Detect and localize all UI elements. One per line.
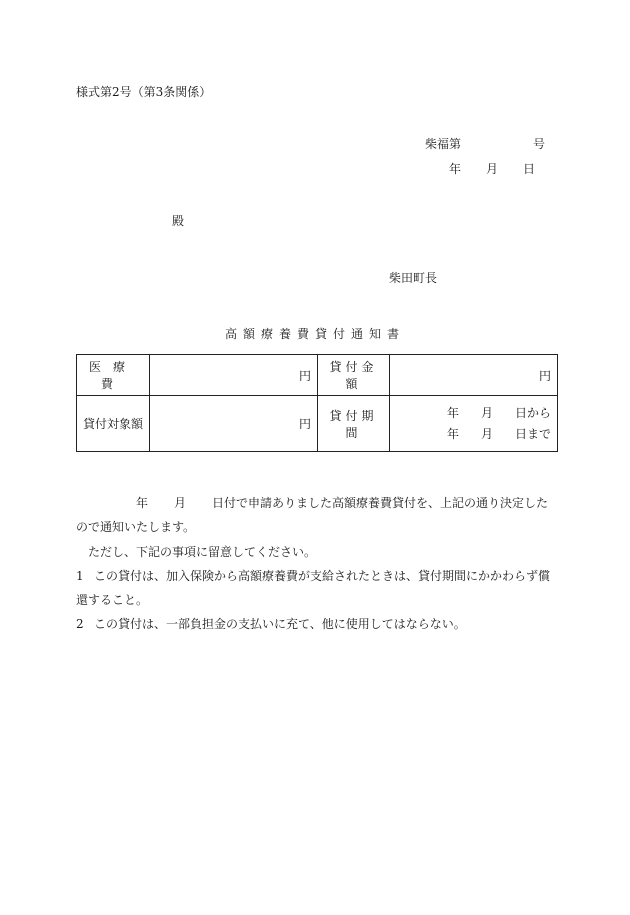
medical-cost-unit: 円 [298, 368, 311, 383]
period-from-year: 年 [446, 405, 459, 420]
loan-period-value[interactable] [390, 396, 558, 452]
loan-info-table [76, 354, 558, 452]
period-to-day: 日まで [514, 426, 551, 441]
condition-item [76, 564, 558, 612]
loan-amount-label: 貸付金額 [318, 355, 390, 396]
notice-year: 年 [136, 496, 149, 510]
period-from-day: 日から [514, 405, 551, 420]
notice-paragraph [76, 491, 558, 539]
target-amount-value[interactable] [150, 396, 318, 452]
document-number-prefix: 柴福第 [425, 137, 462, 151]
condition-text: この貸付は、加入保険から高額療養費が支給されたときは、貸付期間にかかわらず償還すること。 [76, 569, 551, 607]
notice-text: 日付で申請ありました高額療養費貸付を、上記の通り決定したので通知いたします。 [76, 496, 549, 534]
loan-amount-unit: 円 [538, 368, 551, 383]
issuer-name: 柴田町長 [389, 271, 438, 285]
issue-date-month: 月 [486, 162, 499, 176]
document-number [425, 138, 545, 150]
condition-number: 1 [76, 569, 84, 583]
addressee-honorific: 殿 [172, 214, 185, 228]
condition-number: 2 [76, 617, 84, 631]
condition-text: この貸付は、一部負担金の支払いに充て、他に使用してはならない。 [94, 617, 466, 631]
period-to-year: 年 [446, 426, 459, 441]
period-to-month: 月 [480, 426, 493, 441]
notice-month: 月 [174, 496, 187, 510]
issue-date-year: 年 [449, 162, 462, 176]
document-title: 高額療養費貸付通知書 [224, 327, 405, 341]
period-from-month: 月 [480, 405, 493, 420]
caution-paragraph [76, 540, 558, 564]
table-row [77, 396, 558, 452]
loan-amount-value[interactable] [390, 355, 558, 396]
issue-date-day: 日 [523, 162, 536, 176]
target-amount-unit: 円 [298, 417, 311, 431]
issue-date [449, 163, 535, 175]
loan-period-label: 貸付期間 [318, 396, 390, 452]
table-row [77, 355, 558, 396]
medical-cost-value[interactable] [150, 355, 318, 396]
medical-cost-label: 医療費 [77, 355, 150, 396]
condition-item [76, 612, 558, 636]
document-number-suffix: 号 [533, 137, 546, 151]
target-amount-label: 貸付対象額 [77, 396, 150, 452]
form-number-label: 様式第2号（第3条関係） [76, 85, 212, 99]
caution-text: ただし、下記の事項に留意してください。 [88, 545, 317, 559]
loan-period-to [396, 424, 551, 445]
loan-period-from [396, 403, 551, 424]
